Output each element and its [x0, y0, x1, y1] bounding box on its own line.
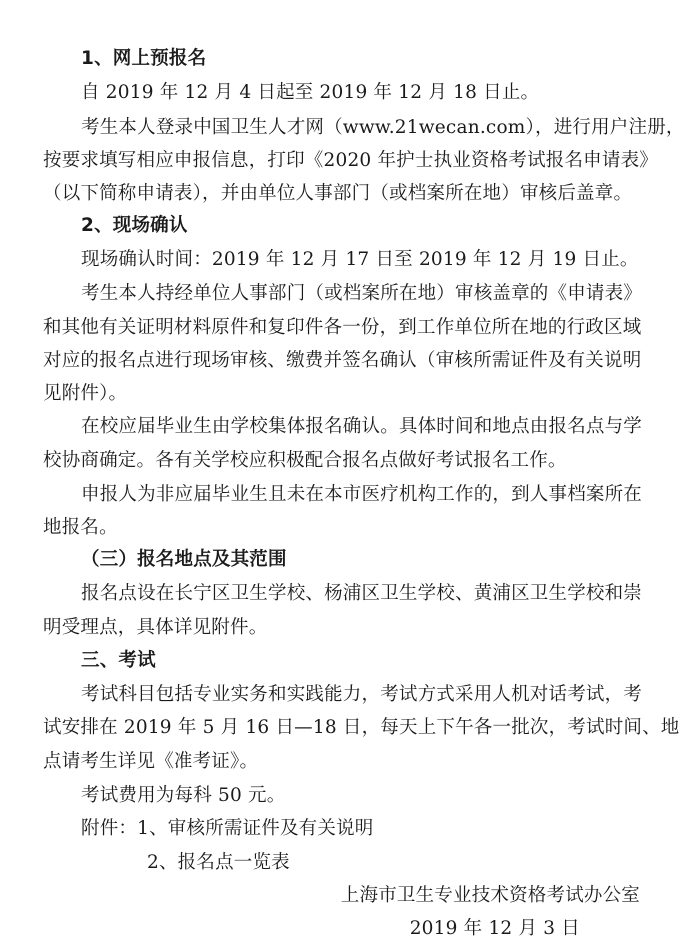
paragraph-line: 在校应届毕业生由学校集体报名确认。具体时间和地点由报名点与学	[81, 416, 643, 437]
issuer-signature: 上海市卫生专业技术资格考试办公室	[340, 885, 640, 906]
paragraph-line: 考试科目包括专业实务和实践能力，考试方式采用人机对话考试，考	[81, 684, 643, 705]
issue-date: 2019 年 12 月 3 日	[409, 918, 580, 939]
paragraph-line: 点请考生详见《准考证》。	[43, 751, 259, 772]
paragraph-line: 和其他有关证明材料原件和复印件各一份，到工作单位所在地的行政区域	[43, 317, 642, 338]
paragraph-line: （以下简称申请表），并由单位人事部门（或档案所在地）审核后盖章。	[43, 183, 633, 204]
paragraph-line: 地报名。	[43, 517, 118, 538]
attachment-2: 2、报名点一览表	[147, 852, 290, 873]
section-heading-onsite-confirmation: 2、现场确认	[81, 215, 188, 236]
paragraph-line: 考生本人持经单位人事部门（或档案所在地）审核盖章的《申请表》	[81, 283, 643, 304]
onsite-confirmation-time: 现场确认时间：2019 年 12 月 17 日至 2019 年 12 月 19 日止。	[81, 249, 639, 270]
online-registration-period: 自 2019 年 12 月 4 日起至 2019 年 12 月 18 日止。	[81, 82, 540, 103]
section-heading-online-registration: 1、网上预报名	[81, 48, 207, 69]
attachment-1: 附件：1、审核所需证件及有关说明	[81, 818, 374, 839]
paragraph-line: 按要求填写相应申报信息，打印《2020 年护士执业资格考试报名申请表》	[43, 150, 658, 171]
paragraph-line: 报名点设在长宁区卫生学校、杨浦区卫生学校、黄浦区卫生学校和崇	[81, 583, 643, 604]
paragraph-line: 见附件）。	[43, 383, 128, 404]
section-heading-exam: 三、考试	[81, 650, 156, 671]
paragraph-line: 考生本人登录中国卫生人才网（www.21wecan.com），进行用户注册，	[81, 117, 685, 138]
paragraph-line: 明受理点，具体详见附件。	[43, 617, 268, 638]
paragraph-line: 申报人为非应届毕业生且未在本市医疗机构工作的，到人事档案所在	[81, 484, 643, 505]
paragraph-line: 校协商确定。各有关学校应积极配合报名点做好考试报名工作。	[43, 450, 567, 471]
paragraph-line: 试安排在 2019 年 5 月 16 日—18 日，每天上下午各一批次，考试时间、地	[43, 717, 680, 738]
section-heading-registration-locations: （三）报名地点及其范围	[81, 549, 287, 570]
paragraph-line: 对应的报名点进行现场审核、缴费并签名确认（审核所需证件及有关说明	[43, 350, 642, 371]
exam-fee: 考试费用为每科 50 元。	[81, 785, 286, 806]
